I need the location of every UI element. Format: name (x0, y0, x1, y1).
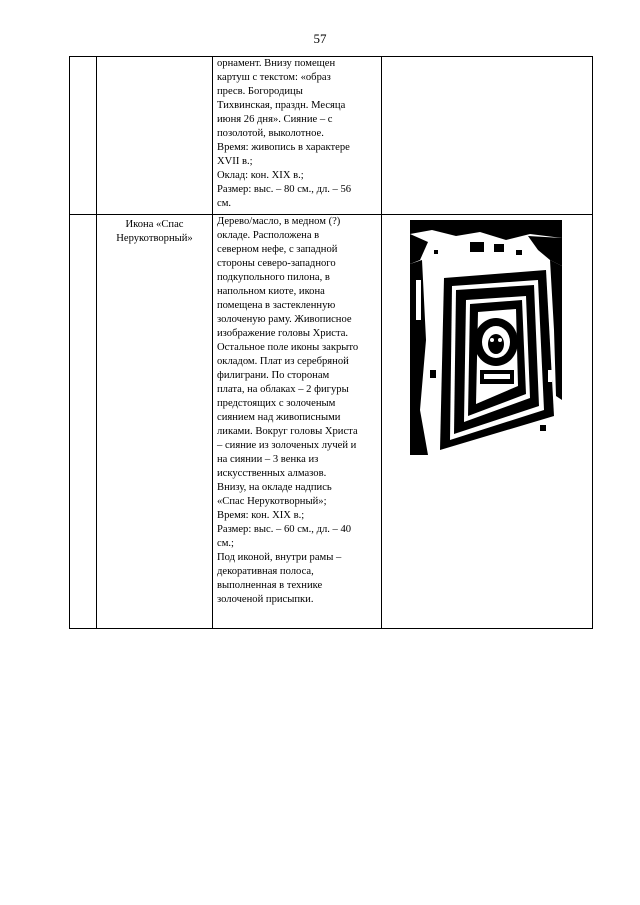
object-name-line: Нерукотворный» (116, 233, 193, 244)
row-number-cell (70, 57, 97, 215)
description-line: XVII в.; (217, 156, 253, 167)
icon-photo (410, 220, 562, 455)
description-line: Размер: выс. – 80 см., дл. – 56 (217, 184, 352, 195)
description-line: позолотой, выколотное. (217, 128, 324, 139)
description-line: ликами. Вокруг головы Христа (217, 426, 358, 437)
description-line: золоченую раму. Живописное (217, 314, 352, 325)
description-line: искусственных алмазов. (217, 468, 327, 479)
description-line: Дерево/масло, в медном (?) (217, 216, 341, 227)
object-name-line: Икона «Спас (125, 219, 184, 230)
description-line: изображение головы Христа. (217, 328, 349, 339)
description-line: подкупольного пилона, в (217, 272, 330, 283)
description-line: окладе. Расположена в (217, 230, 320, 241)
description-line: помещена в застекленную (217, 300, 336, 311)
description-line: см.; (217, 538, 234, 549)
description-line: на сиянии – 3 венка из (217, 454, 319, 465)
description-line: предстоящих с золоченым (217, 398, 336, 409)
description-line: см. (217, 198, 232, 209)
object-name-cell (97, 57, 213, 215)
page-number: 57 (313, 31, 327, 46)
description-line: Остальное поле иконы закрыто (217, 342, 359, 353)
description-line: картуш с текстом: «образ (217, 72, 331, 83)
description-line: выполненная в технике (217, 580, 323, 591)
description-line: Тихвинская, праздн. Месяца (217, 100, 346, 111)
description-line: Оклад: кон. XIX в.; (217, 170, 304, 181)
table-row (70, 57, 593, 215)
description-line: напольном киоте, икона (217, 286, 325, 297)
description-line: «Спас Нерукотворный»; (217, 496, 327, 507)
description-line: плата, на облаках – 2 фигуры (217, 384, 349, 395)
description-line: декоративная полоса, (217, 566, 314, 577)
description-line: июня 26 дня». Сияние – с (217, 114, 333, 125)
description-line: пресв. Богородицы (217, 86, 303, 97)
description-line: Под иконой, внутри рамы – (217, 552, 342, 563)
description-line: стороны северо-западного (217, 258, 336, 269)
description-line: Время: живопись в характере (217, 142, 350, 153)
description-line: – сияние из золоченых лучей и (217, 440, 357, 451)
description-line: орнамент. Внизу помещен (217, 58, 336, 69)
inventory-table (69, 56, 593, 629)
description-line: окладом. Плат из серебряной (217, 356, 349, 367)
description-line: Размер: выс. – 60 см., дл. – 40 (217, 524, 352, 535)
description-line: Время: кон. XIX в.; (217, 510, 305, 521)
description-line: филиграни. По сторонам (217, 370, 330, 381)
photo-cell (382, 215, 593, 629)
description-line: золоченой присыпки. (217, 594, 314, 605)
description-cell (213, 57, 382, 215)
description-line: Внизу, на окладе надпись (217, 482, 332, 493)
photo-cell (382, 57, 593, 215)
description-line: сиянием над живописными (217, 412, 341, 423)
object-name-cell (97, 215, 213, 629)
description-cell (213, 215, 382, 629)
description-line: северном нефе, с западной (217, 244, 338, 255)
table-row (70, 215, 593, 629)
row-number-cell (70, 215, 97, 629)
